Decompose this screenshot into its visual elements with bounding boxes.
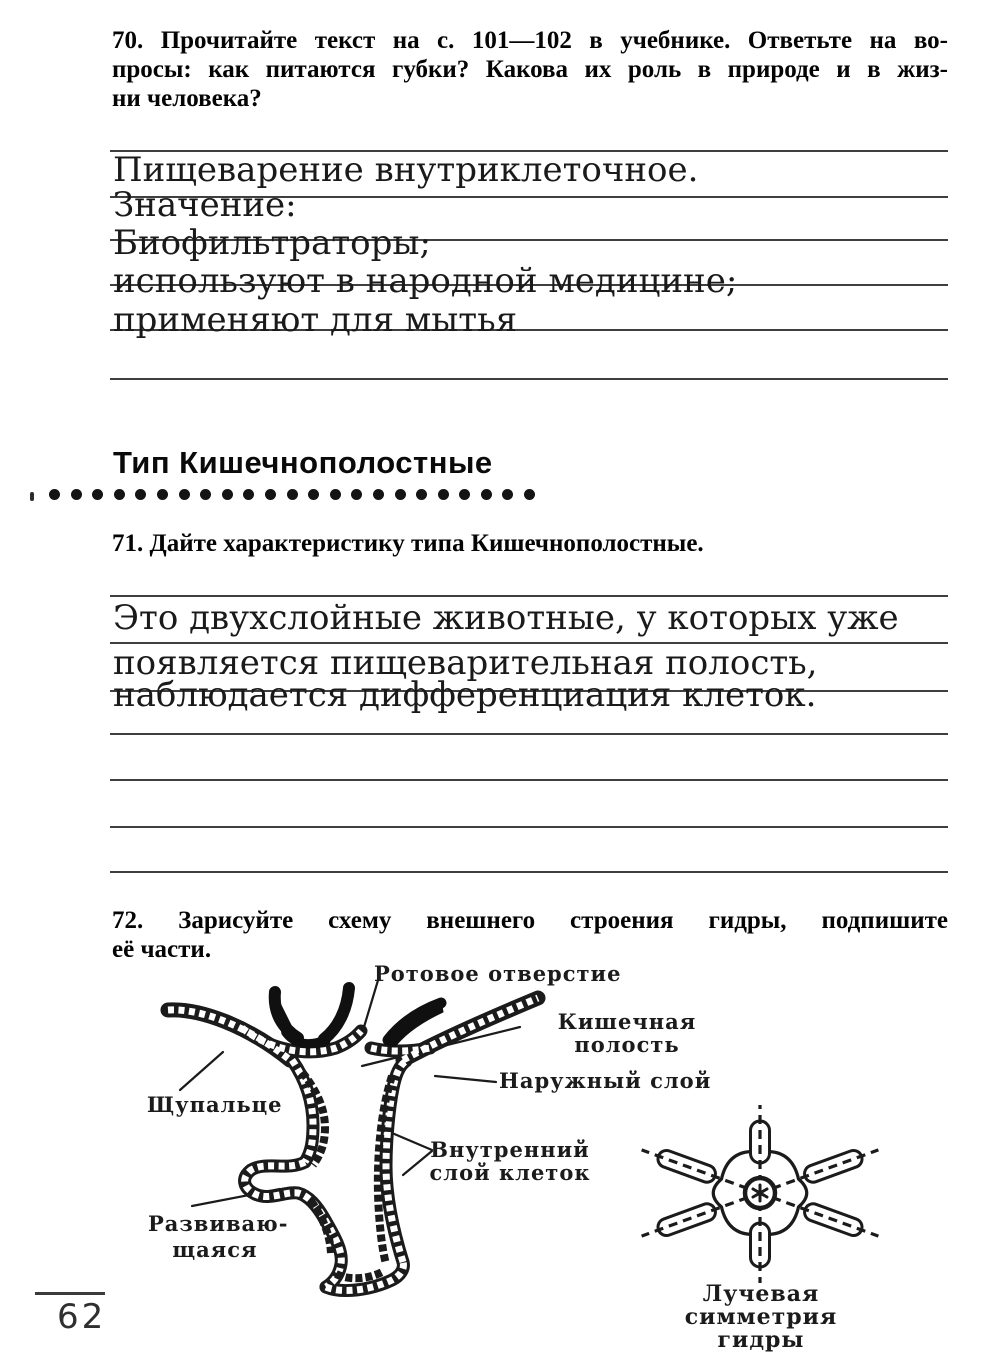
task-71-line-1: 71. Дайте характеристику типа Кишечнополостные. xyxy=(112,530,704,557)
section-dots xyxy=(49,489,535,500)
answer-rule xyxy=(110,871,948,873)
separator-dot xyxy=(135,489,146,500)
separator-dot xyxy=(351,489,362,500)
separator-dot xyxy=(330,489,341,500)
separator-dot xyxy=(459,489,470,500)
separator-dot xyxy=(243,489,254,500)
label-bud xyxy=(148,1211,289,1263)
label-inner-line-2: слой клеток xyxy=(429,1160,591,1185)
answer-70-1: Пищеварение внутриклеточное. xyxy=(113,150,699,190)
label-inner-line-1: Внутренний xyxy=(430,1137,590,1162)
answer-rule xyxy=(110,733,948,735)
separator-dot xyxy=(179,489,190,500)
label-gut-line-1: Кишечная xyxy=(557,1009,697,1034)
separator-dot xyxy=(49,489,60,500)
task-70-line-3: ни человека? xyxy=(112,85,262,112)
label-outer-layer: Наружный слой xyxy=(499,1068,712,1093)
separator-dot xyxy=(502,489,513,500)
task-70-line-2: просы: как питаются губки? Какова их роль в природе и в жиз- xyxy=(112,56,948,83)
separator-dot xyxy=(114,489,125,500)
answer-rule xyxy=(110,779,948,781)
separator-dot xyxy=(438,489,449,500)
page-number: 62 xyxy=(57,1297,107,1337)
task-72-line-1: 72. Зарисуйте схему внешнего строения гидры, подпишите xyxy=(112,907,948,934)
separator-dot xyxy=(308,489,319,500)
answer-rule xyxy=(110,595,948,597)
answer-70-3: Биофильтраторы; xyxy=(113,223,431,263)
separator-dot xyxy=(265,489,276,500)
separator-dot xyxy=(416,489,427,500)
task-70-text xyxy=(112,26,948,113)
answer-rule xyxy=(110,378,948,380)
answer-70-5: применяют для мытья xyxy=(113,300,518,340)
answer-70-2: Значение: xyxy=(113,185,297,225)
radial-symmetry-figure xyxy=(642,1105,879,1283)
label-gut xyxy=(552,1010,702,1056)
label-bud-line-2: щаяся xyxy=(172,1237,258,1262)
label-inner-layer xyxy=(426,1138,594,1184)
separator-dot xyxy=(524,489,535,500)
label-gut-line-2: полость xyxy=(574,1032,680,1057)
separator-dot xyxy=(92,489,103,500)
task-72-text xyxy=(112,906,948,964)
answer-rule xyxy=(110,826,948,828)
separator-dot xyxy=(222,489,233,500)
label-bud-line-1: Развиваю- xyxy=(148,1211,289,1236)
separator-dot xyxy=(157,489,168,500)
label-tentacle: Щупальце xyxy=(147,1092,283,1117)
separator-dot xyxy=(200,489,211,500)
answer-70-4: используют в народной медицине; xyxy=(113,261,738,301)
figure-caption xyxy=(628,1283,894,1352)
answer-71-3: наблюдается дифференциация клеток. xyxy=(113,675,817,715)
answer-71-2: появляется пищеварительная полость, xyxy=(113,643,818,683)
section-title: Тип Кишечнополостные xyxy=(113,445,493,480)
task-71-text xyxy=(112,529,948,558)
separator-dot xyxy=(373,489,384,500)
separator-dot xyxy=(287,489,298,500)
answer-71-1: Это двухслойные животные, у которых уже xyxy=(113,598,899,638)
task-72-line-2: её части. xyxy=(112,936,212,963)
caption-line-1: Лучевая симметрия xyxy=(684,1281,838,1330)
separator-dot-partial xyxy=(30,492,34,501)
separator-dot xyxy=(71,489,82,500)
task-70-line-1: 70. Прочитайте текст на с. 101—102 в учебнике. Ответьте на во- xyxy=(112,27,948,54)
caption-line-2: гидры xyxy=(717,1327,805,1353)
hydra-tentacles xyxy=(168,998,538,1060)
separator-dot xyxy=(395,489,406,500)
separator-dot xyxy=(481,489,492,500)
footer-rule xyxy=(35,1292,105,1295)
label-mouth: Ротовое отверстие xyxy=(374,961,622,986)
